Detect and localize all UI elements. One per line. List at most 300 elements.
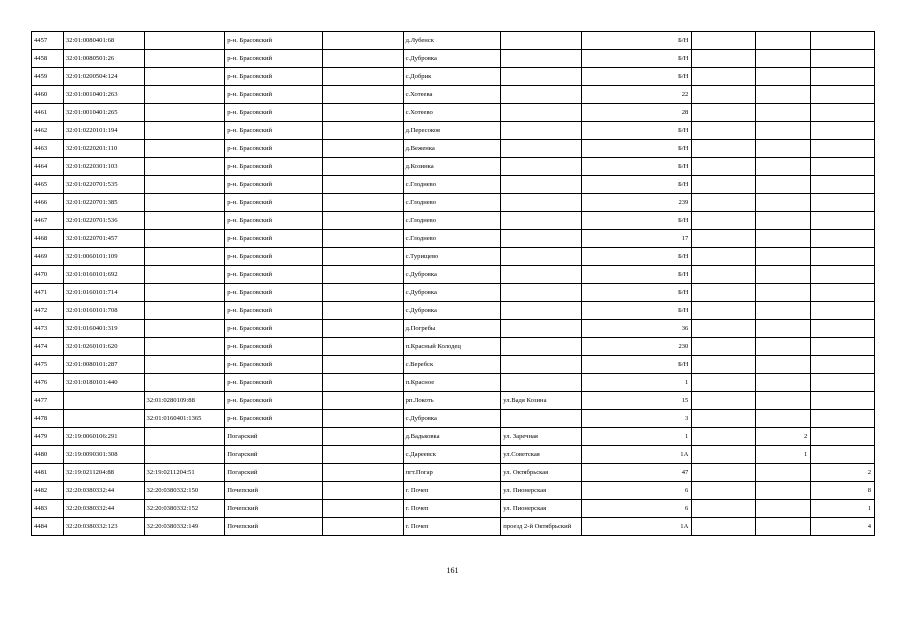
room-cell	[811, 374, 875, 392]
apartment-cell	[756, 248, 811, 266]
district-cell: р-н. Брасовский	[225, 338, 323, 356]
table-row	[32, 392, 875, 410]
parent-cadastral-number-cell	[144, 104, 225, 122]
district-cell: р-н. Брасовский	[225, 284, 323, 302]
apartment-cell: 1	[756, 446, 811, 464]
apartment-cell	[756, 392, 811, 410]
table-row	[32, 86, 875, 104]
table-row	[32, 500, 875, 518]
municipality-cell	[322, 104, 403, 122]
apartment-cell	[756, 50, 811, 68]
apartment-cell	[756, 356, 811, 374]
municipality-cell	[322, 50, 403, 68]
settlement-cell: с.Дубровка	[403, 410, 501, 428]
district-cell: Почепский	[225, 500, 323, 518]
street-cell	[501, 230, 582, 248]
municipality-cell	[322, 374, 403, 392]
municipality-cell	[322, 86, 403, 104]
cadastral-number-cell: 32:01:0180101:440	[63, 374, 144, 392]
row-number-cell: 4461	[32, 104, 64, 122]
parent-cadastral-number-cell: 32:20:0380332:152	[144, 500, 225, 518]
municipality-cell	[322, 320, 403, 338]
room-cell	[811, 50, 875, 68]
table-row	[32, 176, 875, 194]
municipality-cell	[322, 284, 403, 302]
table-row	[32, 518, 875, 536]
settlement-cell: с.Турищево	[403, 248, 501, 266]
building-cell	[692, 302, 756, 320]
building-cell	[692, 158, 756, 176]
row-number-cell: 4480	[32, 446, 64, 464]
apartment-cell	[756, 284, 811, 302]
street-cell	[501, 320, 582, 338]
room-cell	[811, 32, 875, 50]
table-body	[32, 32, 875, 536]
settlement-cell: г. Почеп	[403, 518, 501, 536]
municipality-cell	[322, 464, 403, 482]
cadastral-number-cell: 32:01:0080401:68	[63, 32, 144, 50]
room-cell	[811, 338, 875, 356]
room-cell	[811, 248, 875, 266]
apartment-cell	[756, 212, 811, 230]
row-number-cell: 4467	[32, 212, 64, 230]
district-cell: Почепский	[225, 482, 323, 500]
settlement-cell: п.Красный Колодец	[403, 338, 501, 356]
house-number-cell: Б/Н	[581, 32, 691, 50]
building-cell	[692, 176, 756, 194]
district-cell: р-н. Брасовский	[225, 356, 323, 374]
table-row	[32, 338, 875, 356]
municipality-cell	[322, 356, 403, 374]
street-cell: ул.Вадя Козина	[501, 392, 582, 410]
house-number-cell: 230	[581, 338, 691, 356]
street-cell	[501, 140, 582, 158]
room-cell	[811, 86, 875, 104]
row-number-cell: 4482	[32, 482, 64, 500]
room-cell	[811, 392, 875, 410]
room-cell	[811, 104, 875, 122]
cadastral-number-cell: 32:01:0220701:457	[63, 230, 144, 248]
room-cell	[811, 176, 875, 194]
row-number-cell: 4484	[32, 518, 64, 536]
building-cell	[692, 284, 756, 302]
cadastral-number-cell: 32:01:0260101:620	[63, 338, 144, 356]
district-cell: Почепский	[225, 518, 323, 536]
parent-cadastral-number-cell	[144, 248, 225, 266]
building-cell	[692, 356, 756, 374]
district-cell: р-н. Брасовский	[225, 248, 323, 266]
settlement-cell: д.Погребы	[403, 320, 501, 338]
cadastral-number-cell	[63, 392, 144, 410]
municipality-cell	[322, 140, 403, 158]
building-cell	[692, 482, 756, 500]
street-cell	[501, 302, 582, 320]
row-number-cell: 4462	[32, 122, 64, 140]
street-cell	[501, 104, 582, 122]
municipality-cell	[322, 446, 403, 464]
cadastral-number-cell: 32:01:0160401:319	[63, 320, 144, 338]
cadastral-number-cell: 32:20:0380332:44	[63, 482, 144, 500]
room-cell	[811, 230, 875, 248]
settlement-cell: п.Красное	[403, 374, 501, 392]
apartment-cell	[756, 302, 811, 320]
house-number-cell: 1	[581, 374, 691, 392]
settlement-cell: пгт.Погар	[403, 464, 501, 482]
house-number-cell: Б/Н	[581, 302, 691, 320]
house-number-cell: Б/Н	[581, 266, 691, 284]
room-cell	[811, 320, 875, 338]
room-cell	[811, 356, 875, 374]
table-row	[32, 212, 875, 230]
district-cell: р-н. Брасовский	[225, 104, 323, 122]
cadastral-number-cell: 32:01:0220701:536	[63, 212, 144, 230]
district-cell: р-н. Брасовский	[225, 68, 323, 86]
table-row	[32, 68, 875, 86]
cadastral-number-cell: 32:01:0010401:263	[63, 86, 144, 104]
building-cell	[692, 32, 756, 50]
settlement-cell: д.Лубенск	[403, 32, 501, 50]
street-cell	[501, 176, 582, 194]
apartment-cell	[756, 140, 811, 158]
district-cell: Погарский	[225, 428, 323, 446]
table-row	[32, 248, 875, 266]
house-number-cell: 47	[581, 464, 691, 482]
cadastral-number-cell: 32:01:0080501:26	[63, 50, 144, 68]
district-cell: р-н. Брасовский	[225, 140, 323, 158]
district-cell: р-н. Брасовский	[225, 50, 323, 68]
room-cell	[811, 410, 875, 428]
street-cell: проезд 2-й Октябрьский	[501, 518, 582, 536]
room-cell	[811, 302, 875, 320]
table-row	[32, 284, 875, 302]
apartment-cell	[756, 266, 811, 284]
district-cell: р-н. Брасовский	[225, 410, 323, 428]
apartment-cell	[756, 158, 811, 176]
cadastral-number-cell: 32:01:0220101:194	[63, 122, 144, 140]
table-row	[32, 356, 875, 374]
settlement-cell: г. Почеп	[403, 482, 501, 500]
street-cell	[501, 194, 582, 212]
parent-cadastral-number-cell	[144, 140, 225, 158]
records-table	[31, 31, 875, 536]
room-cell	[811, 446, 875, 464]
municipality-cell	[322, 212, 403, 230]
street-cell	[501, 410, 582, 428]
house-number-cell: Б/Н	[581, 158, 691, 176]
parent-cadastral-number-cell	[144, 176, 225, 194]
room-cell	[811, 284, 875, 302]
district-cell: р-н. Брасовский	[225, 194, 323, 212]
apartment-cell	[756, 194, 811, 212]
building-cell	[692, 86, 756, 104]
parent-cadastral-number-cell: 32:20:0380332:149	[144, 518, 225, 536]
street-cell	[501, 158, 582, 176]
district-cell: р-н. Брасовский	[225, 266, 323, 284]
street-cell	[501, 248, 582, 266]
municipality-cell	[322, 392, 403, 410]
row-number-cell: 4476	[32, 374, 64, 392]
municipality-cell	[322, 410, 403, 428]
street-cell	[501, 284, 582, 302]
settlement-cell: рп.Локоть	[403, 392, 501, 410]
house-number-cell: 6	[581, 482, 691, 500]
table-row	[32, 32, 875, 50]
parent-cadastral-number-cell	[144, 158, 225, 176]
parent-cadastral-number-cell	[144, 230, 225, 248]
table-row	[32, 410, 875, 428]
street-cell: ул. Пионерская	[501, 482, 582, 500]
district-cell: р-н. Брасовский	[225, 122, 323, 140]
apartment-cell: 2	[756, 428, 811, 446]
district-cell: р-н. Брасовский	[225, 86, 323, 104]
parent-cadastral-number-cell	[144, 194, 225, 212]
building-cell	[692, 212, 756, 230]
row-number-cell: 4464	[32, 158, 64, 176]
street-cell	[501, 266, 582, 284]
room-cell	[811, 428, 875, 446]
room-cell: 4	[811, 518, 875, 536]
cadastral-number-cell: 32:01:0080101:287	[63, 356, 144, 374]
row-number-cell: 4458	[32, 50, 64, 68]
municipality-cell	[322, 122, 403, 140]
house-number-cell: Б/Н	[581, 356, 691, 374]
row-number-cell: 4457	[32, 32, 64, 50]
parent-cadastral-number-cell: 32:01:0160401:1365	[144, 410, 225, 428]
apartment-cell	[756, 320, 811, 338]
street-cell	[501, 50, 582, 68]
apartment-cell	[756, 338, 811, 356]
municipality-cell	[322, 248, 403, 266]
table-row	[32, 446, 875, 464]
cadastral-number-cell: 32:01:0220201:110	[63, 140, 144, 158]
apartment-cell	[756, 86, 811, 104]
house-number-cell: Б/Н	[581, 176, 691, 194]
parent-cadastral-number-cell	[144, 374, 225, 392]
building-cell	[692, 104, 756, 122]
parent-cadastral-number-cell	[144, 86, 225, 104]
room-cell: 8	[811, 482, 875, 500]
street-cell	[501, 86, 582, 104]
table-row	[32, 266, 875, 284]
room-cell	[811, 158, 875, 176]
room-cell	[811, 266, 875, 284]
row-number-cell: 4477	[32, 392, 64, 410]
apartment-cell	[756, 122, 811, 140]
row-number-cell: 4475	[32, 356, 64, 374]
building-cell	[692, 410, 756, 428]
street-cell	[501, 122, 582, 140]
room-cell	[811, 68, 875, 86]
municipality-cell	[322, 266, 403, 284]
building-cell	[692, 338, 756, 356]
room-cell	[811, 194, 875, 212]
cadastral-number-cell: 32:19:0060106:291	[63, 428, 144, 446]
parent-cadastral-number-cell	[144, 68, 225, 86]
apartment-cell	[756, 32, 811, 50]
municipality-cell	[322, 428, 403, 446]
building-cell	[692, 248, 756, 266]
house-number-cell: Б/Н	[581, 140, 691, 158]
parent-cadastral-number-cell	[144, 302, 225, 320]
cadastral-number-cell: 32:01:0160101:708	[63, 302, 144, 320]
row-number-cell: 4472	[32, 302, 64, 320]
parent-cadastral-number-cell: 32:20:0380332:150	[144, 482, 225, 500]
row-number-cell: 4483	[32, 500, 64, 518]
table-row	[32, 194, 875, 212]
parent-cadastral-number-cell	[144, 32, 225, 50]
street-cell: ул. Октябрьская	[501, 464, 582, 482]
building-cell	[692, 50, 756, 68]
apartment-cell	[756, 104, 811, 122]
street-cell	[501, 68, 582, 86]
street-cell	[501, 374, 582, 392]
cadastral-number-cell: 32:01:0220301:103	[63, 158, 144, 176]
parent-cadastral-number-cell	[144, 338, 225, 356]
settlement-cell: с.Добрик	[403, 68, 501, 86]
table-row	[32, 464, 875, 482]
parent-cadastral-number-cell: 32:01:0280109:88	[144, 392, 225, 410]
house-number-cell: 6	[581, 500, 691, 518]
house-number-cell: Б/Н	[581, 122, 691, 140]
municipality-cell	[322, 176, 403, 194]
house-number-cell: Б/Н	[581, 248, 691, 266]
street-cell: ул.Советская	[501, 446, 582, 464]
cadastral-number-cell: 32:20:0380332:123	[63, 518, 144, 536]
house-number-cell: 239	[581, 194, 691, 212]
settlement-cell: д.Козинка	[403, 158, 501, 176]
cadastral-number-cell: 32:01:0160101:714	[63, 284, 144, 302]
district-cell: Погарский	[225, 464, 323, 482]
cadastral-number-cell: 32:01:0200504:124	[63, 68, 144, 86]
apartment-cell	[756, 230, 811, 248]
parent-cadastral-number-cell	[144, 212, 225, 230]
municipality-cell	[322, 158, 403, 176]
apartment-cell	[756, 500, 811, 518]
table-row	[32, 140, 875, 158]
municipality-cell	[322, 500, 403, 518]
district-cell: р-н. Брасовский	[225, 32, 323, 50]
district-cell: р-н. Брасовский	[225, 230, 323, 248]
municipality-cell	[322, 338, 403, 356]
row-number-cell: 4469	[32, 248, 64, 266]
row-number-cell: 4479	[32, 428, 64, 446]
settlement-cell: д.Веженка	[403, 140, 501, 158]
apartment-cell	[756, 374, 811, 392]
settlement-cell: с.Дареевск	[403, 446, 501, 464]
table-row	[32, 158, 875, 176]
room-cell: 1	[811, 500, 875, 518]
house-number-cell: 1А	[581, 446, 691, 464]
municipality-cell	[322, 518, 403, 536]
municipality-cell	[322, 482, 403, 500]
building-cell	[692, 500, 756, 518]
apartment-cell	[756, 410, 811, 428]
table-row	[32, 374, 875, 392]
municipality-cell	[322, 302, 403, 320]
table-row	[32, 122, 875, 140]
parent-cadastral-number-cell	[144, 50, 225, 68]
row-number-cell: 4459	[32, 68, 64, 86]
house-number-cell: 3	[581, 410, 691, 428]
street-cell: ул. Заречная	[501, 428, 582, 446]
district-cell: р-н. Брасовский	[225, 176, 323, 194]
street-cell	[501, 32, 582, 50]
settlement-cell: с.Хотеева	[403, 86, 501, 104]
parent-cadastral-number-cell	[144, 356, 225, 374]
settlement-cell: с.Глоднево	[403, 230, 501, 248]
municipality-cell	[322, 230, 403, 248]
cadastral-number-cell	[63, 410, 144, 428]
parent-cadastral-number-cell	[144, 446, 225, 464]
row-number-cell: 4473	[32, 320, 64, 338]
settlement-cell: с.Глоднево	[403, 176, 501, 194]
row-number-cell: 4466	[32, 194, 64, 212]
table-row	[32, 320, 875, 338]
street-cell	[501, 356, 582, 374]
house-number-cell: 15	[581, 392, 691, 410]
cadastral-number-cell: 32:01:0160101:692	[63, 266, 144, 284]
house-number-cell: Б/Н	[581, 68, 691, 86]
municipality-cell	[322, 68, 403, 86]
house-number-cell: 36	[581, 320, 691, 338]
settlement-cell: с.Дубровка	[403, 266, 501, 284]
street-cell	[501, 212, 582, 230]
district-cell: р-н. Брасовский	[225, 302, 323, 320]
municipality-cell	[322, 32, 403, 50]
table-row	[32, 50, 875, 68]
district-cell: Погарский	[225, 446, 323, 464]
house-number-cell: 22	[581, 86, 691, 104]
building-cell	[692, 392, 756, 410]
parent-cadastral-number-cell: 32:19:0211204:51	[144, 464, 225, 482]
building-cell	[692, 140, 756, 158]
table-row	[32, 302, 875, 320]
district-cell: р-н. Брасовский	[225, 374, 323, 392]
settlement-cell: д.Вадьковка	[403, 428, 501, 446]
settlement-cell: с.Дубровка	[403, 302, 501, 320]
room-cell	[811, 122, 875, 140]
row-number-cell: 4463	[32, 140, 64, 158]
district-cell: р-н. Брасовский	[225, 212, 323, 230]
building-cell	[692, 428, 756, 446]
house-number-cell: 28	[581, 104, 691, 122]
table-row	[32, 482, 875, 500]
apartment-cell	[756, 68, 811, 86]
street-cell: ул. Пионерская	[501, 500, 582, 518]
row-number-cell: 4481	[32, 464, 64, 482]
building-cell	[692, 68, 756, 86]
settlement-cell: с.Хотеево	[403, 104, 501, 122]
parent-cadastral-number-cell	[144, 320, 225, 338]
building-cell	[692, 320, 756, 338]
settlement-cell: с.Глоднево	[403, 194, 501, 212]
district-cell: р-н. Брасовский	[225, 158, 323, 176]
building-cell	[692, 194, 756, 212]
room-cell	[811, 212, 875, 230]
settlement-cell: с.Веребск	[403, 356, 501, 374]
table-row	[32, 230, 875, 248]
row-number-cell: 4468	[32, 230, 64, 248]
settlement-cell: д.Пересокоя	[403, 122, 501, 140]
building-cell	[692, 374, 756, 392]
table-row	[32, 104, 875, 122]
street-cell	[501, 338, 582, 356]
cadastral-number-cell: 32:01:0220701:535	[63, 176, 144, 194]
building-cell	[692, 464, 756, 482]
row-number-cell: 4470	[32, 266, 64, 284]
cadastral-number-cell: 32:01:0010401:265	[63, 104, 144, 122]
settlement-cell: с.Дубровка	[403, 50, 501, 68]
